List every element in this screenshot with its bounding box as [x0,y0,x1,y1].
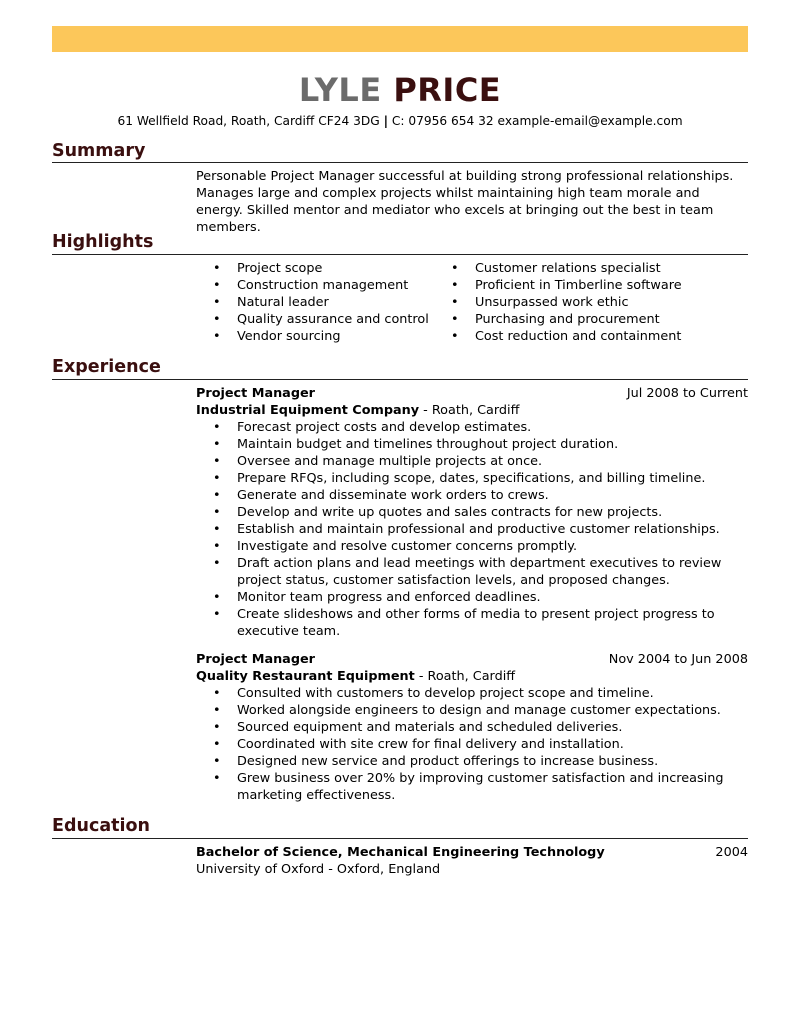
education-divider [52,838,748,839]
job-header [196,651,748,668]
contact-line [0,113,800,129]
address: 61 Wellfield Road, Roath, Cardiff CF24 3DG [117,114,380,128]
list-item: • Grew business over 20% by improving customer satisfaction and increasing marketing effectiveness. [196,770,748,804]
job-title: Project Manager [196,386,315,401]
list-item: • Oversee and manage multiple projects at once. [196,453,748,470]
summary-text: Personable Project Manager successful at building strong professional relationships. Manages large and complex projects whilst maintaining high team morale and energy. Skilled mentor and mediator who excels at bringing out the best in team members. [196,169,734,235]
degree-row [196,844,748,861]
job-dates: Jul 2008 to Current [626,386,748,401]
list-item: • Sourced equipment and materials and scheduled deliveries. [196,719,748,736]
list-item: • Prepare RFQs, including scope, dates, specifications, and billing timeline. [196,470,748,487]
list-item: • Draft action plans and lead meetings with department executives to review project status, customer satisfaction levels, and proposed changes. [196,555,748,589]
list-item: • Establish and maintain professional and productive customer relationships. [196,521,748,538]
highlights-left-column [196,260,456,345]
company-name: Quality Restaurant Equipment [196,669,415,684]
job-employer [196,402,748,419]
highlights-heading: Highlights [52,232,154,252]
list-item: • Monitor team progress and enforced deadlines. [196,589,748,606]
experience-divider [52,379,748,380]
highlights-right-column [434,260,748,345]
education-entry [196,844,748,878]
school: University of Oxford - Oxford, England [196,862,441,877]
degree: Bachelor of Science, Mechanical Engineering Technology [196,845,605,860]
job-header [196,385,748,402]
list-item: • Natural leader [196,294,456,311]
header-accent-bar [52,26,748,52]
list-item: • Proficient in Timberline software [434,277,748,294]
highlights-left-list [196,260,456,345]
list-item: • Develop and write up quotes and sales contracts for new projects. [196,504,748,521]
job-employer [196,668,748,685]
graduation-year: 2004 [715,845,748,860]
company-location: - Roath, Cardiff [419,403,520,418]
company-location: - Roath, Cardiff [414,669,516,684]
experience-heading: Experience [52,357,161,377]
job-entry-2 [196,651,748,804]
list-item: • Unsurpassed work ethic [434,294,748,311]
candidate-name [0,68,800,112]
list-item: • Forecast project costs and develop estimates. [196,419,748,436]
list-item: • Coordinated with site crew for final delivery and installation. [196,736,748,753]
job-title: Project Manager [196,652,315,667]
job-duties [196,685,748,804]
education-heading: Education [52,816,150,836]
highlights-divider [52,254,748,255]
job-entry-1 [196,385,748,640]
list-item: • Construction management [196,277,456,294]
list-item: • Project scope [196,260,456,277]
last-name: PRICE [393,71,502,109]
summary-heading: Summary [52,141,146,161]
list-item: • Create slideshows and other forms of media to present project progress to executive team. [196,606,748,640]
job-dates: Nov 2004 to Jun 2008 [608,652,748,667]
list-item: • Maintain budget and timelines throughout project duration. [196,436,748,453]
first-name: LYLE [298,71,382,109]
list-item: • Cost reduction and containment [434,328,748,345]
list-item: • Customer relations specialist [434,260,748,277]
summary-divider [52,162,748,163]
list-item: • Investigate and resolve customer concerns promptly. [196,538,748,555]
phone: C: 07956 654 32 [391,114,494,128]
highlights-right-list [434,260,748,345]
list-item: • Consulted with customers to develop project scope and timeline. [196,685,748,702]
contact-separator: | [383,114,389,128]
list-item: • Designed new service and product offerings to increase business. [196,753,748,770]
job-duties [196,419,748,640]
list-item: • Vendor sourcing [196,328,456,345]
list-item: • Generate and disseminate work orders to crews. [196,487,748,504]
list-item: • Worked alongside engineers to design and manage customer expectations. [196,702,748,719]
list-item: • Quality assurance and control [196,311,456,328]
list-item: • Purchasing and procurement [434,311,748,328]
company-name: Industrial Equipment Company [196,403,420,418]
email[interactable]: example-email@example.com [497,114,683,128]
